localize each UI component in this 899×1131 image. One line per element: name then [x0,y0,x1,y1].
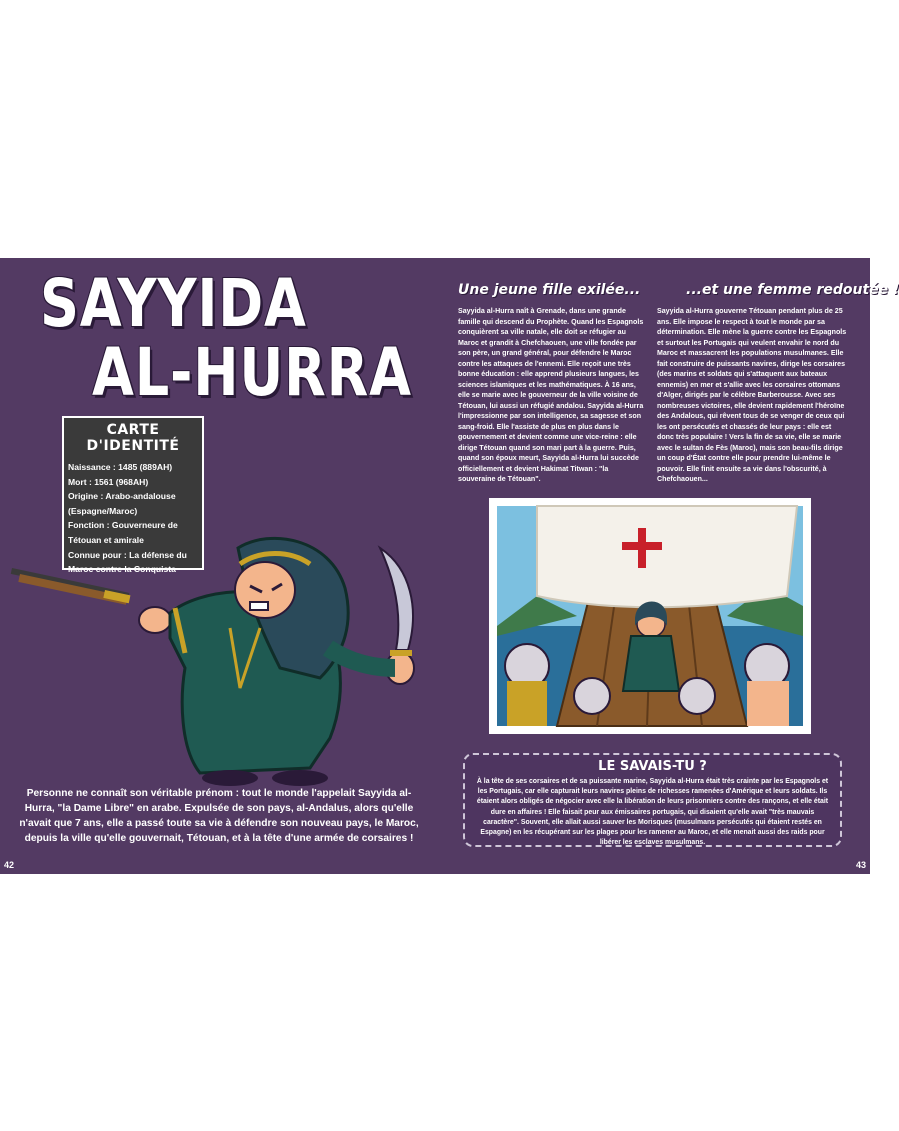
id-card-row: Naissance : 1485 (889AH) [68,462,173,472]
dagger-icon [380,548,413,656]
id-card-row: Tétouan et amirale [68,534,144,545]
ship-illustration [489,498,811,734]
id-card-row: Origine : Arabo-andalouse [68,491,176,502]
did-you-know-text: À la tête de ses corsaires et de sa puissante marine, Sayyida al-Hurra était très crainte par les Espagnols et les Portugais, car elle capturait leurs navires pleins de richesses ramenées d'Amérique et leurs soldats. Ils étaient alors obligés de négocier avec elle la libération de leurs prisonniers contre des rançons, et elle était dure en affaires ! Elle faisait peur aux émissaires portugais, qui disaient qu'elle avait "très mauvais caractère". Souvent, elle allait aussi sauver les Morisques (musulmans persécutés qui étaient restés en Espagne) en les récupérant sur les plages pour les ramener au Maroc, et elle menait aussi des raids pour libérer les esclaves musulmans. [476,778,829,847]
musket-icon [11,568,131,605]
page-number-left: 42 [4,860,15,870]
title-line-1: SAYYIDA [40,265,307,342]
section-title-exile: Une jeune fille exilée... [458,282,641,298]
id-card-heading: CARTE D'IDENTITÉ [86,422,180,454]
intro-caption: Personne ne connaît son véritable prénom : tout le monde l'appelait Sayyida al-Hurra, "la Dame Libre" en arabe. Expulsée de son pays, al-Andalus, alors qu'elle n'avait que 7 ans, elle a passé toute sa vie à défendre son nouveau pays, le Maroc, depuis la ville qu'elle gouvernait, Tétouan, et à la tête d'une armée de corsaires ! [19,788,419,844]
id-card-row: Fonction : Gouverneure de [68,520,178,531]
sail [537,506,797,607]
id-card-row: Mort : 1561 (968AH) [68,476,149,487]
title-line-2: AL-HURRA [92,334,412,411]
section-text-feared: Sayyida al-Hurra gouverne Tétouan pendant plus de 25 ans. Elle impose le respect à tout le monde par sa détermination. Elle mène la guerre contre les Espagnols et surtout les Portugais qui veulent envahir le nord du Maroc et massacrent les populations musulmanes. Elle fait construire de puissants navires, dirige les corsaires (des marins et soldats qui s'attaquent aux bateaux ennemis) en mer et s'allie avec les corsaires ottomans d'Alger, dirigés par le célèbre Barberousse. Avec ses nombreuses victoires, elle devient rapidement l'héroïne des Andalous, qui rêvent tous de se venger de ceux qui les ont persécutés et chassés de leur pays : elle est donc très populaire ! Vers la fin de sa vie, elle se marie avec le sultan de Fès (Maroc), mais son beau-fils dirige un coup d'État contre elle pour prendre lui-même le pouvoir. Elle finit ensuite sa vie dans l'obscurité, à Chefchaouen... [657,307,847,483]
page-number-right: 43 [855,860,866,870]
did-you-know-box [463,753,842,847]
book-spread [0,258,899,874]
id-card-row: Connue pour : La défense du [68,549,187,560]
hero-illustration [10,528,430,788]
did-you-know-title: LE SAVAIS-TU ? [598,759,707,774]
section-title-feared: ...et une femme redoutée ! [686,282,899,298]
id-card-row: Maroc contre la Conquista [68,564,176,575]
id-card-row: (Espagne/Maroc) [68,505,138,516]
section-text-exile: Sayyida al-Hurra naît à Grenade, dans une grande famille qui descend du Prophète. Quand les Espagnols conquièrent sa ville natale, elle doit se réfugier au Maroc et grandit à Chefchaouen, une ville fondée par son père, un grand général, pour défendre le Maroc contre les attaques de l'ennemi. Elle reçoit une très bonne éducation : elle apprend plusieurs langues, les sciences islamiques et les mathématiques. À 16 ans, elle se marie avec le gouverneur de la ville voisine de Tétouan, lui aussi un réfugié andalou. Sayyida al-Hurra l'impressionne par son intelligence, sa sagesse et son sang-froid. Elle l'assiste de plus en plus dans le gouvernement et devient comme une vice-reine : elle dirige Tétouan quand son mari part à la guerre. Puis, quand son époux meurt, Sayyida al-Hurra lui succède officiellement et devient Hakimat Titwan : "la souveraine de Tétouan". [458,307,644,483]
